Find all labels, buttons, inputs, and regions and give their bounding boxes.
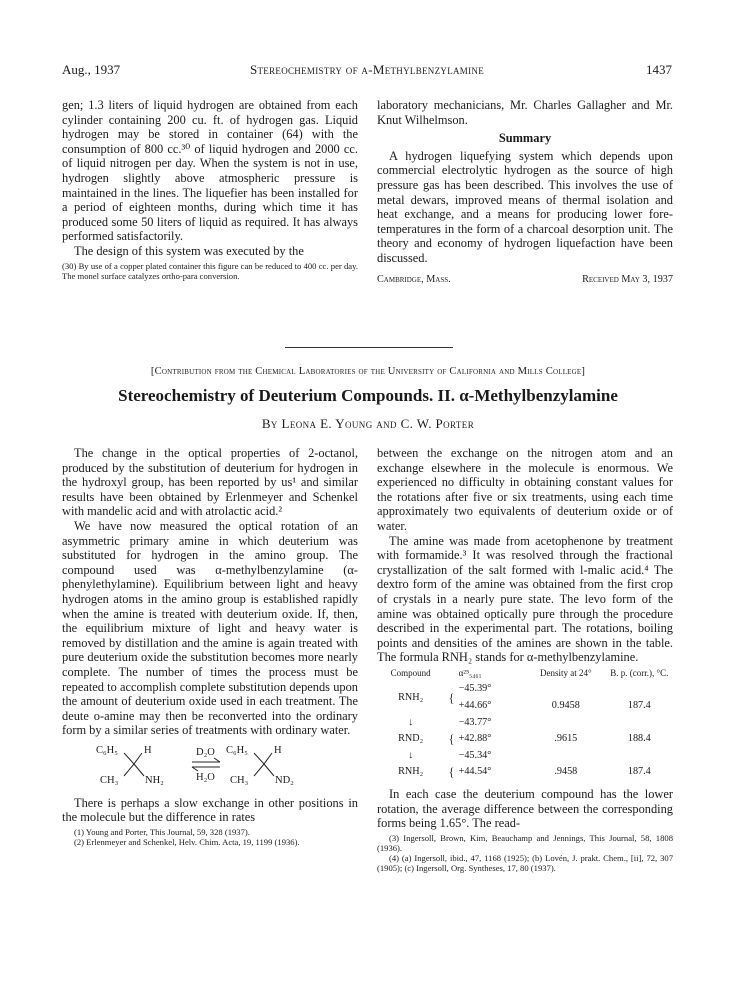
compound-cell: RNH₂ <box>398 691 424 703</box>
header-rotation: α²⁵₅₄₆₁ <box>458 667 482 678</box>
paragraph: gen; 1.3 liters of liquid hydrogen are obtained from each cylinder containing 200 cu. ft. of hydrogen gas. Liquid hydrogen may be stored in container (64) with the consumption of 800 cc.³⁰ of liquid hydrogen and 2000 cc. of liquid nitrogen per day. When the system is not in use, hydrogen slightly above atmospheric pressure is maintained in the lines. The liquefier has been installed for a period of eighteen months, during which time it has produced some 50 liters of liquid as required. It has always performed satisfactorily. <box>62 98 358 244</box>
eq-right-amine: ND₂ <box>275 774 294 786</box>
paragraph: There is perhaps a slow exchange in other positions in the molecule but the difference in rates <box>62 795 358 825</box>
header-density: Density at 24° <box>540 667 592 678</box>
previous-article-left-column <box>62 98 358 281</box>
footnote-2: (2) Erlenmeyer and Schenkel, Helv. Chim. Acta, 19, 1199 (1936). <box>74 837 300 848</box>
paragraph: between the exchange on the nitrogen atom and an exchange elsewhere in the molecule is enormous. We experienced no difficulty in obtaining constant values for the rotations after five or six treatments, using each time approximately two equivalents of deuterium oxide or of water. <box>377 446 673 533</box>
down-arrow: ↓ <box>408 749 414 761</box>
article-right-column <box>377 446 673 874</box>
eq-right-h: H <box>274 744 282 756</box>
rotation-cell: −43.77° <box>458 716 492 728</box>
rotation-cell: −45.39° <box>458 683 492 695</box>
paragraph: The amine was made from acetophenone by treatment with formamide.³ It was resolved through the fractional crystallization of the salt formed with l-malic acid.⁴ The dextro form of the amine was obtained from the first crop of crystals in a nearly pure state. The levo form of the amine was obtained optically pure through the procedure described in the experimental part. The rotations, boiling points and densities of the amines are shown in the table. The formula RNH₂ stands for α-methylbenzylamine. <box>377 533 673 665</box>
eq-right-methyl: CH₃ <box>230 774 249 786</box>
rotation-cell: +44.66° <box>458 700 492 711</box>
rotation-cell: +42.88° <box>458 733 492 745</box>
table-row <box>377 748 673 765</box>
footnote-1: (1) Young and Porter, This Journal, 59, 328 (1937). <box>74 827 250 838</box>
page-number: 1437 <box>646 62 672 77</box>
eq-right-phenyl: C₆H₅ <box>226 744 248 756</box>
running-header <box>62 62 672 80</box>
table-row <box>377 731 673 748</box>
paragraph: In each case the deuterium compound has the lower rotation, the average difference between the corresponding forms being 1.65°. The read- <box>377 786 673 831</box>
footnote-3: (3) Ingersoll, Brown, Kim, Beauchamp and Jennings, This Journal, 58, 1808 (1936). <box>377 832 673 853</box>
section-divider <box>285 347 453 348</box>
header-title: Stereochemistry of α-Methylbenzylamine <box>249 62 484 77</box>
brace: { <box>448 689 455 705</box>
compound-cell: RNH₂ <box>398 766 424 778</box>
paragraph: The design of this system was executed by the <box>74 243 304 258</box>
footnote-30: (30) By use of a copper plated container this figure can be reduced to 400 cc. per day. The monel surface catalyzes ortho-para conversion. <box>62 260 358 281</box>
eq-left-amine: NH₂ <box>145 774 164 786</box>
header-date: Aug., 1937 <box>62 62 121 77</box>
signature-line <box>377 273 673 288</box>
down-arrow: ↓ <box>408 716 414 728</box>
bp-cell: 187.4 <box>627 766 651 778</box>
received-date: Received May 3, 1937 <box>582 273 673 285</box>
eq-reagent-forward: D₂O <box>196 746 215 758</box>
eq-reagent-reverse: H₂O <box>196 771 215 783</box>
brace: { <box>448 731 455 747</box>
brace: { <box>448 764 455 780</box>
article-left-column <box>62 446 358 847</box>
density-cell: .9458 <box>554 766 578 778</box>
article-title: Stereochemistry of Deuterium Compounds. II. α-Methylbenzylamine <box>118 386 618 405</box>
eq-left-h: H <box>144 744 152 756</box>
eq-left-phenyl: C₆H₅ <box>96 744 118 756</box>
density-cell: 0.9458 <box>551 700 580 711</box>
footnote-4: (4) (a) Ingersoll, ibid., 47, 1168 (1925); (b) Lovén, J. prakt. Chem., [ii], 72, 307 (1905); (c) Ingersoll, Org. Syntheses, 17, 80 (1937). <box>377 853 673 874</box>
table-row <box>377 715 673 732</box>
bp-cell: 188.4 <box>627 733 651 745</box>
table-row <box>377 764 673 781</box>
properties-table <box>377 669 673 781</box>
bp-cell: 187.4 <box>627 700 651 711</box>
byline: By Leona E. Young and C. W. Porter <box>261 416 475 431</box>
place: Cambridge, Mass. <box>377 273 451 285</box>
rotation-cell: +44.54° <box>458 766 492 778</box>
contribution-line: [Contribution from the Chemical Laboratories of the University of California and Mills College] <box>150 366 586 377</box>
rotation-cell: −45.34° <box>458 749 492 761</box>
paragraph: laboratory mechanicians, Mr. Charles Gallagher and Mr. Knut Wilhelmson. <box>377 98 673 127</box>
compound-cell: RND₂ <box>398 733 424 745</box>
header-compound: Compound <box>390 667 431 678</box>
exchange-equation <box>62 744 358 790</box>
paragraph: We have now measured the optical rotation of an asymmetric primary amine in which deuterium was substituted for hydrogen in the amino group. The compound used was α-methylbenzylamine (α-phenylethylamine). Equilibrium between light and heavy hydrogen atoms in the amino group is established rapidly when the amine is treated with deuterium oxide. If, then, the equilibrium mixture of light and heavy water is removed by distillation and the amine is again treated with pure deuterium oxide the substitution becomes more nearly complete. The number of times the process must be repeated to accomplish complete substitution depends upon the amount of deuterium oxide used in each treatment. The deute o-amine may then be reconverted into the ordinary form by a similar series of treatments with ordinary water. <box>62 518 358 738</box>
table-row <box>377 681 673 698</box>
summary-paragraph: A hydrogen liquefying system which depends upon commercial electrolytic hydrogen as the source of high pressure gas has been described. This involves the use of metal dewars, improved means of thermal isolation and heat exchange, and a means for producing lower fore-temperatures in the form of a charcoal desorption unit. The theory and economy of hydrogen liquefaction have been discussed. <box>377 148 673 265</box>
density-cell: .9615 <box>554 733 578 745</box>
table-header-row <box>377 669 673 682</box>
summary-heading: Summary <box>498 131 552 146</box>
paragraph: The change in the optical properties of 2-octanol, produced by the substitution of deuterium for hydrogen in the hydroxyl group, has been reported by us¹ and similar results have been obtained by Erlenmeyer and Schenkel with mandelic acid and with atrolactic acid.² <box>62 446 358 519</box>
previous-article-right-column <box>377 98 673 287</box>
eq-left-methyl: CH₃ <box>100 774 119 786</box>
header-boiling-point: B. p. (corr.), °C. <box>610 667 669 678</box>
